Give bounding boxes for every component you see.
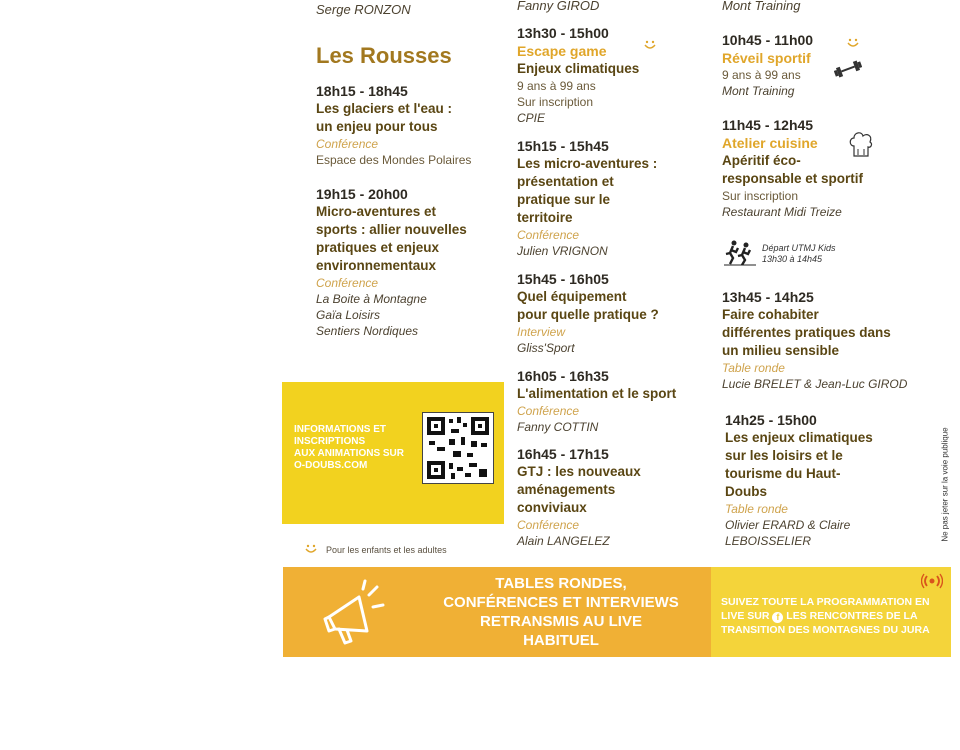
event-meta: 9 ans à 99 ans: [722, 68, 801, 82]
banner-line: TABLES RONDES,: [495, 575, 627, 592]
banner-left-text: [411, 574, 711, 650]
col1-top-name: Serge RONZON: [316, 2, 411, 17]
event-type: Conférence: [517, 228, 580, 242]
event-activity: Atelier cuisine: [722, 135, 818, 151]
info-line: O-DOUBS.COM: [294, 460, 368, 471]
event-type: Interview: [517, 325, 566, 339]
event-col1-1: [316, 82, 471, 168]
location-heading: Les Rousses: [316, 43, 452, 68]
qr-code-icon[interactable]: [422, 412, 494, 484]
event-meta: 9 ans à 99 ans: [517, 79, 596, 93]
event-speaker: Gliss'Sport: [517, 341, 575, 355]
event-time: 13h30 - 15h00: [517, 25, 609, 41]
banner-right-panel: [711, 567, 951, 657]
smile-icon: [304, 542, 318, 556]
event-title: un enjeu pour tous: [316, 119, 438, 134]
event-type: Table ronde: [722, 361, 785, 375]
event-activity: Réveil sportif: [722, 50, 811, 66]
event-title: pratiques et enjeux: [316, 240, 440, 255]
event-title: tourisme du Haut-: [725, 466, 841, 481]
banner-line: SUIVEZ TOUTE LA PROGRAMMATION EN: [721, 596, 930, 608]
info-line: AUX ANIMATIONS SUR: [294, 448, 404, 459]
event-title: Doubs: [725, 484, 767, 499]
banner-line: [721, 609, 930, 623]
event-speaker: Restaurant Midi Treize: [722, 205, 842, 219]
info-text: [294, 424, 404, 472]
col2-top-name: Fanny GIROD: [517, 0, 600, 13]
event-speaker: Olivier ERARD & Claire: [725, 518, 851, 532]
banner-line: CONFÉRENCES ET INTERVIEWS: [443, 594, 679, 611]
event-meta: Sur inscription: [517, 95, 594, 109]
event-title: Les micro-aventures :: [517, 156, 658, 171]
dumbbell-icon: [834, 60, 862, 78]
event-title: pour quelle pratique ?: [517, 307, 659, 322]
event-speaker: Lucie BRELET & Jean-Luc GIROD: [722, 377, 908, 391]
event-meta: Sur inscription: [722, 189, 799, 203]
live-broadcast-icon: [921, 573, 943, 589]
event-title: responsable et sportif: [722, 171, 864, 186]
event-speaker: LEBOISSELIER: [725, 534, 812, 548]
event-title: territoire: [517, 210, 573, 225]
event-title: sports : allier nouvelles: [316, 222, 467, 237]
event-time: 13h45 - 14h25: [722, 289, 814, 305]
depart-text: [762, 243, 836, 265]
event-title: sur les loisirs et le: [725, 448, 843, 463]
depart-line: Départ UTMJ Kids: [762, 243, 836, 253]
event-speaker: Mont Training: [722, 84, 795, 98]
event-speaker: Fanny COTTIN: [517, 420, 599, 434]
info-line: INSCRIPTIONS: [294, 436, 366, 447]
event-title: Les glaciers et l'eau :: [316, 101, 453, 116]
banner-line-part: LES RENCONTRES DE LA: [786, 610, 918, 622]
event-time: 15h15 - 15h45: [517, 138, 609, 154]
legend-text: Pour les enfants et les adultes: [326, 545, 447, 555]
event-col3-2: [722, 116, 863, 220]
banner-line-part: LIVE SUR: [721, 610, 770, 622]
smile-icon: [846, 36, 860, 50]
facebook-icon[interactable]: f: [772, 612, 783, 623]
banner-right-text: [721, 595, 930, 637]
event-title: L'alimentation et le sport: [517, 386, 677, 401]
event-title: GTJ : les nouveaux: [517, 464, 641, 479]
side-note: Ne pas jeter sur la voie publique: [940, 427, 950, 542]
event-speaker: La Boite à Montagne: [316, 292, 427, 306]
event-col3-4: [725, 411, 873, 549]
chef-hat-icon: [848, 130, 874, 160]
event-activity: Escape game: [517, 43, 607, 59]
event-title: Les enjeux climatiques: [725, 430, 873, 445]
event-speaker: Alain LANGELEZ: [517, 534, 610, 548]
event-time: 16h05 - 16h35: [517, 368, 609, 384]
live-banner: [283, 567, 951, 657]
banner-line: RETRANSMIS AU LIVE: [480, 613, 642, 630]
event-col2-1: [517, 24, 639, 126]
event-col1-2: [316, 185, 467, 339]
banner-line: TRANSITION DES MONTAGNES DU JURA: [721, 624, 930, 636]
event-col2-4: [517, 367, 676, 435]
event-time: 10h45 - 11h00: [722, 32, 814, 48]
event-speaker: Sentiers Nordiques: [316, 324, 419, 338]
event-title: Faire cohabiter: [722, 307, 819, 322]
event-speaker: Julien VRIGNON: [517, 244, 608, 258]
event-title: un milieu sensible: [722, 343, 840, 358]
event-title: conviviaux: [517, 500, 587, 515]
event-time: 14h25 - 15h00: [725, 412, 817, 428]
event-title: différentes pratiques dans: [722, 325, 891, 340]
megaphone-icon: [319, 579, 385, 647]
event-speaker: Espace des Mondes Polaires: [316, 153, 472, 167]
event-col3-3: [722, 288, 907, 392]
event-time: 11h45 - 12h45: [722, 117, 814, 133]
smile-icon: [643, 38, 657, 52]
event-time: 16h45 - 17h15: [517, 446, 609, 462]
event-type: Conférence: [517, 404, 580, 418]
event-time: 18h15 - 18h45: [316, 83, 408, 99]
event-speaker: Gaïa Loisirs: [316, 308, 381, 322]
event-title: présentation et: [517, 174, 614, 189]
event-type: Conférence: [316, 276, 379, 290]
event-title: Enjeux climatiques: [517, 61, 640, 76]
event-title: Quel équipement: [517, 289, 627, 304]
event-time: 15h45 - 16h05: [517, 271, 609, 287]
event-type: Conférence: [517, 518, 580, 532]
event-title: Micro-aventures et: [316, 204, 437, 219]
banner-line: HABITUEL: [523, 632, 599, 649]
depart-line: 13h30 à 14h45: [762, 254, 823, 264]
event-title: Apéritif éco-: [722, 153, 801, 168]
event-time: 19h15 - 20h00: [316, 186, 408, 202]
event-col2-2: [517, 137, 657, 259]
info-box: [282, 382, 504, 524]
event-type: Table ronde: [725, 502, 788, 516]
event-speaker: CPIE: [517, 111, 546, 125]
event-col2-5: [517, 445, 641, 549]
col3-top-name: Mont Training: [722, 0, 801, 13]
event-type: Conférence: [316, 137, 379, 151]
runners-icon: [724, 240, 756, 266]
info-line: INFORMATIONS ET: [294, 424, 387, 435]
event-title: environnementaux: [316, 258, 437, 273]
event-title: pratique sur le: [517, 192, 611, 207]
event-col3-1: [722, 31, 813, 99]
event-title: aménagements: [517, 482, 616, 497]
event-col2-3: [517, 270, 659, 356]
